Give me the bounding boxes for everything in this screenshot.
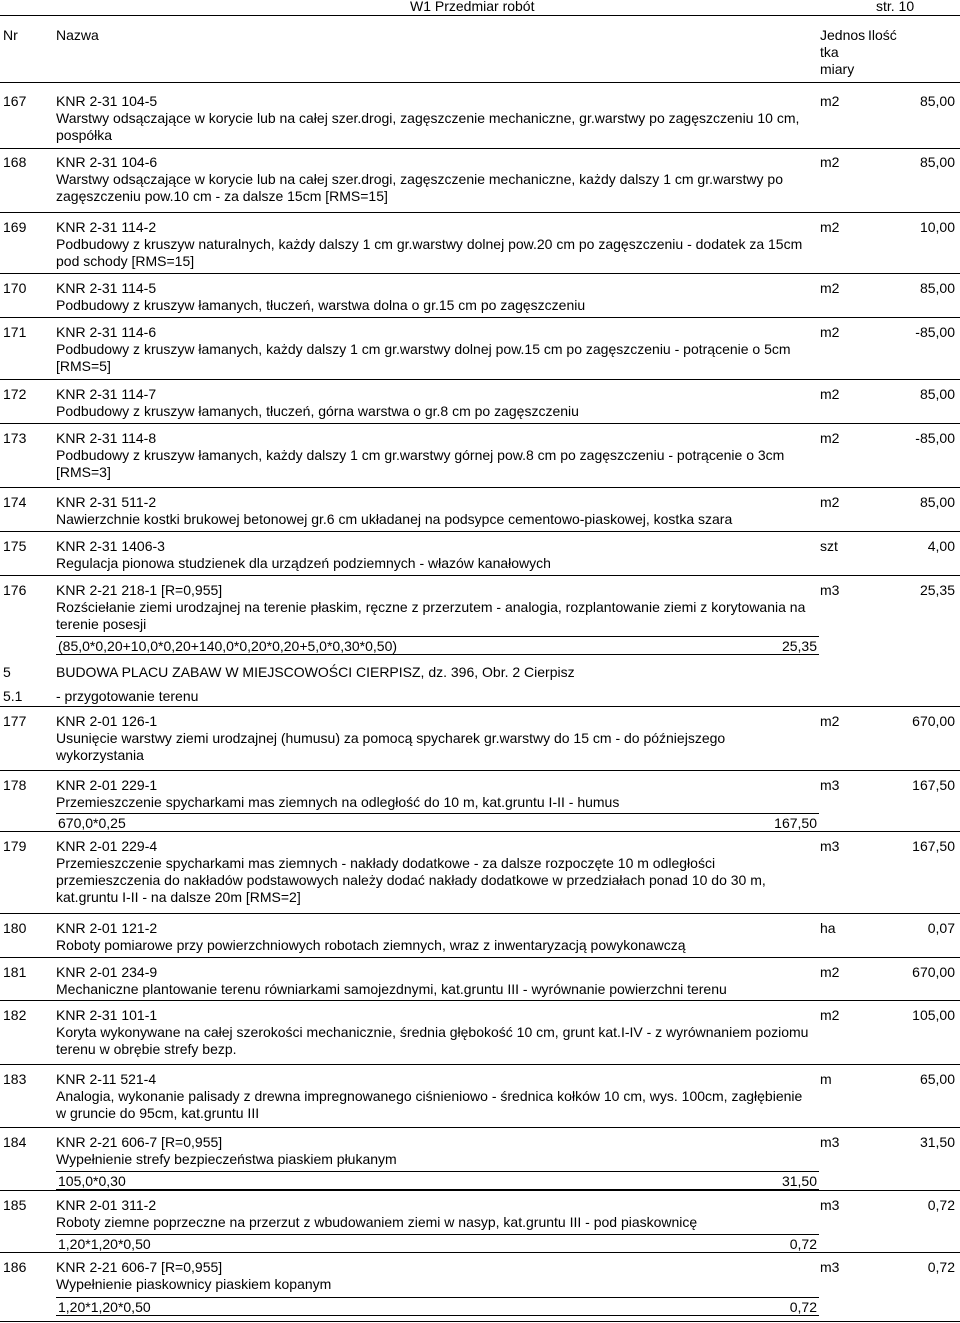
row-code: KNR 2-31 114-6 xyxy=(56,324,157,340)
row-unit: m2 xyxy=(820,713,840,729)
calculation-line xyxy=(56,1297,819,1316)
row-description: Roboty ziemne poprzeczne na przerzut z wbudowaniem ziemi w nasyp, kat.gruntu III - pod piaskownicę xyxy=(56,1214,698,1230)
row-nr: 178 xyxy=(3,777,27,793)
row-nr: 185 xyxy=(3,1197,27,1213)
row-description: Warstwy odsączające w korycie lub na całej szer.drogi, zagęszczenie mechaniczne, gr.warstwy po zagęszczeniu 10 cm, pospółka xyxy=(56,110,800,143)
row-quantity: 670,00 xyxy=(912,964,955,980)
row-unit: m2 xyxy=(820,280,840,296)
col-name: Nazwa xyxy=(56,27,99,43)
row-description: Mechaniczne plantowanie terenu równiarkami samojezdnymi, kat.gruntu III - wyrównanie powierzchni terenu xyxy=(56,981,727,997)
row-separator xyxy=(0,1000,960,1001)
row-unit: m2 xyxy=(820,494,840,510)
row-description: Koryta wykonywane na całej szerokości mechanicznie, średnia głębokość 10 cm, grunt kat.I-IV - z wyrównaniem poziomu terenu w obrębie strefy bezp. xyxy=(56,1024,809,1057)
col-unit-l2: tka xyxy=(820,44,839,60)
row-unit: m2 xyxy=(820,964,840,980)
row-separator xyxy=(0,148,960,149)
section-title: BUDOWA PLACU ZABAW W MIEJSCOWOŚCI CIERPISZ, dz. 396, Obr. 2 Cierpisz xyxy=(56,664,575,680)
section-nr: 5 xyxy=(3,664,11,680)
row-description: Podbudowy z kruszyw naturalnych, każdy dalszy 1 cm gr.warstwy dolnej pow.20 cm po zagęszczeniu - dodatek za 15cm pod schody [RMS=15] xyxy=(56,236,803,269)
row-nr: 173 xyxy=(3,430,27,446)
row-unit: m2 xyxy=(820,93,840,109)
row-description: Podbudowy z kruszyw łamanych, każdy dalszy 1 cm gr.warstwy górnej pow.8 cm po zagęszczeniu - potrącenie o 3cm [RMS=3] xyxy=(56,447,785,480)
row-description: Roboty pomiarowe przy powierzchniowych robotach ziemnych, wraz z inwentaryzacją powykonawczą xyxy=(56,937,686,953)
row-description: Warstwy odsączające w korycie lub na całej szer.drogi, zagęszczenie mechaniczne, każdy dalszy 1 cm gr.warstwy po zagęszczeniu pow.10 cm - za dalsze 15cm [RMS=15] xyxy=(56,171,784,204)
calculation-expression: 1,20*1,20*0,50 xyxy=(58,1236,151,1252)
row-nr: 177 xyxy=(3,713,27,729)
row-separator xyxy=(0,212,960,213)
row-quantity: 0,72 xyxy=(927,1197,955,1213)
row-description: Usunięcie warstwy ziemi urodzajnej (humusu) za pomocą spycharek gr.warstwy do 15 cm - do późniejszego wykorzystania xyxy=(56,730,726,763)
subsection-title: - przygotowanie terenu xyxy=(56,688,199,704)
calculation-line xyxy=(56,1234,819,1253)
row-nr: 186 xyxy=(3,1259,27,1275)
row-unit: m3 xyxy=(820,1259,840,1275)
calculation-expression: 105,0*0,30 xyxy=(58,1173,126,1189)
row-description: Przemieszczenie spycharkami mas ziemnych na odległość do 10 m, kat.gruntu I-II - humus xyxy=(56,794,620,810)
row-nr: 180 xyxy=(3,920,27,936)
row-nr: 174 xyxy=(3,494,27,510)
document-title: W1 Przedmiar robót xyxy=(410,0,535,14)
row-nr: 169 xyxy=(3,219,27,235)
row-description: Podbudowy z kruszyw łamanych, każdy dalszy 1 cm gr.warstwy dolnej pow.15 cm po zagęszczeniu - potrącenie o 5cm [RMS=5] xyxy=(56,341,791,374)
row-separator xyxy=(0,1127,960,1128)
row-separator xyxy=(0,770,960,771)
row-code: KNR 2-21 606-7 [R=0,955] xyxy=(56,1259,223,1275)
row-separator xyxy=(0,273,960,274)
col-unit-l3: miary xyxy=(820,61,855,77)
row-code: KNR 2-31 114-2 xyxy=(56,219,157,235)
row-separator xyxy=(0,957,960,958)
row-unit: m3 xyxy=(820,582,840,598)
row-unit: m3 xyxy=(820,1197,840,1213)
row-quantity: 65,00 xyxy=(919,1071,955,1087)
row-separator xyxy=(0,706,960,707)
row-unit: m xyxy=(820,1071,832,1087)
row-code: KNR 2-31 1406-3 xyxy=(56,538,165,554)
row-code: KNR 2-31 511-2 xyxy=(56,494,157,510)
calculation-result: 0,72 xyxy=(789,1299,817,1315)
row-quantity: 670,00 xyxy=(912,713,955,729)
calculation-result: 0,72 xyxy=(789,1236,817,1252)
row-code: KNR 2-31 101-1 xyxy=(56,1007,158,1023)
row-unit: m2 xyxy=(820,430,840,446)
col-nr: Nr xyxy=(3,27,18,43)
row-nr: 181 xyxy=(3,964,27,980)
row-quantity: 0,07 xyxy=(927,920,955,936)
row-unit: m2 xyxy=(820,324,840,340)
row-nr: 167 xyxy=(3,93,27,109)
row-separator xyxy=(0,1252,960,1253)
row-unit: m3 xyxy=(820,838,840,854)
row-separator xyxy=(0,531,960,532)
row-code: KNR 2-11 521-4 xyxy=(56,1071,157,1087)
row-quantity: 85,00 xyxy=(919,93,955,109)
row-description: Wypełnienie strefy bezpieczeństwa piaskiem płukanym xyxy=(56,1151,397,1167)
row-nr: 183 xyxy=(3,1071,27,1087)
row-code: KNR 2-01 121-2 xyxy=(56,920,158,936)
row-code: KNR 2-01 311-2 xyxy=(56,1197,157,1213)
row-separator xyxy=(0,379,960,380)
row-code: KNR 2-21 606-7 [R=0,955] xyxy=(56,1134,223,1150)
calculation-expression: (85,0*0,20+10,0*0,20+140,0*0,20*0,20+5,0*0,30*0,50) xyxy=(58,638,398,654)
row-separator xyxy=(0,913,960,914)
row-quantity: -85,00 xyxy=(915,430,955,446)
calculation-line xyxy=(56,813,819,832)
row-quantity: 4,00 xyxy=(927,538,955,554)
row-unit: m3 xyxy=(820,1134,840,1150)
row-code: KNR 2-31 114-5 xyxy=(56,280,157,296)
calculation-expression: 670,0*0,25 xyxy=(58,815,126,831)
row-separator xyxy=(0,1190,960,1191)
table-header-rule xyxy=(0,82,960,83)
calculation-line xyxy=(56,636,819,655)
row-quantity: 167,50 xyxy=(912,777,955,793)
row-nr: 172 xyxy=(3,386,27,402)
row-unit: m2 xyxy=(820,154,840,170)
row-code: KNR 2-21 218-1 [R=0,955] xyxy=(56,582,223,598)
row-nr: 168 xyxy=(3,154,27,170)
col-unit-l1: Jednos xyxy=(820,27,866,43)
row-unit: szt xyxy=(820,538,838,554)
row-code: KNR 2-31 104-6 xyxy=(56,154,158,170)
header-rule xyxy=(0,15,960,16)
row-nr: 184 xyxy=(3,1134,27,1150)
row-quantity: 85,00 xyxy=(919,280,955,296)
row-code: KNR 2-01 229-4 xyxy=(56,838,158,854)
row-description: Analogia, wykonanie palisady z drewna impregnowanego ciśnieniowo - średnica kołków 10 cm, wys. 100cm, zagłębienie w gruncie do 95cm, kat.gruntu III xyxy=(56,1088,803,1121)
row-nr: 175 xyxy=(3,538,27,554)
col-qty: Ilość xyxy=(868,27,897,43)
row-quantity: 0,72 xyxy=(927,1259,955,1275)
row-code: KNR 2-01 126-1 xyxy=(56,713,158,729)
calculation-result: 25,35 xyxy=(781,638,817,654)
calculation-result: 167,50 xyxy=(774,815,817,831)
row-quantity: -85,00 xyxy=(915,324,955,340)
row-unit: m2 xyxy=(820,219,840,235)
row-code: KNR 2-31 114-8 xyxy=(56,430,157,446)
row-nr: 179 xyxy=(3,838,27,854)
page-header xyxy=(0,0,960,14)
row-separator xyxy=(0,1321,960,1322)
row-unit: ha xyxy=(820,920,836,936)
row-quantity: 31,50 xyxy=(919,1134,955,1150)
row-nr: 170 xyxy=(3,280,27,296)
row-quantity: 10,00 xyxy=(919,219,955,235)
row-separator xyxy=(0,423,960,424)
row-separator xyxy=(0,487,960,488)
row-description: Regulacja pionowa studzienek dla urządzeń podziemnych - włazów kanałowych xyxy=(56,555,551,571)
row-nr: 176 xyxy=(3,582,27,598)
row-separator xyxy=(0,1064,960,1065)
subsection-nr: 5.1 xyxy=(3,688,23,704)
row-quantity: 25,35 xyxy=(919,582,955,598)
row-code: KNR 2-01 234-9 xyxy=(56,964,158,980)
row-quantity: 105,00 xyxy=(912,1007,955,1023)
row-description: Wypełnienie piaskownicy piaskiem kopanym xyxy=(56,1276,332,1292)
calculation-result: 31,50 xyxy=(781,1173,817,1189)
row-description: Podbudowy z kruszyw łamanych, tłuczeń, górna warstwa o gr.8 cm po zagęszczeniu xyxy=(56,403,579,419)
row-quantity: 85,00 xyxy=(919,154,955,170)
row-code: KNR 2-31 114-7 xyxy=(56,386,157,402)
calculation-expression: 1,20*1,20*0,50 xyxy=(58,1299,151,1315)
row-description: Podbudowy z kruszyw łamanych, tłuczeń, warstwa dolna o gr.15 cm po zagęszczeniu xyxy=(56,297,586,313)
row-unit: m2 xyxy=(820,1007,840,1023)
row-quantity: 85,00 xyxy=(919,386,955,402)
row-nr: 182 xyxy=(3,1007,27,1023)
row-code: KNR 2-01 229-1 xyxy=(56,777,158,793)
row-description: Przemieszczenie spycharkami mas ziemnych - nakłady dodatkowe - za dalsze rozpoczęte 10 m odległości przemieszczenia do nakładów podstawowych należy dodać nakłady dodatkowe w przedziałach ponad 10 do 30 m, kat.gruntu I-II - na dalsze 20m [RMS=2] xyxy=(56,855,766,905)
row-nr: 171 xyxy=(3,324,27,340)
calculation-line xyxy=(56,1171,819,1190)
row-quantity: 85,00 xyxy=(919,494,955,510)
row-separator xyxy=(0,831,960,832)
row-code: KNR 2-31 104-5 xyxy=(56,93,158,109)
row-description: Rozściełanie ziemi urodzajnej na terenie płaskim, ręczne z przerzutem - analogia, rozplantowanie ziemi z korytowania na terenie posesji xyxy=(56,599,806,632)
row-description: Nawierzchnie kostki brukowej betonowej gr.6 cm układanej na podsypce cementowo-piaskowej, kostka szara xyxy=(56,511,733,527)
page-number: str. 10 xyxy=(876,0,915,14)
row-separator xyxy=(0,575,960,576)
row-separator xyxy=(0,317,960,318)
row-unit: m3 xyxy=(820,777,840,793)
row-unit: m2 xyxy=(820,386,840,402)
row-quantity: 167,50 xyxy=(912,838,955,854)
